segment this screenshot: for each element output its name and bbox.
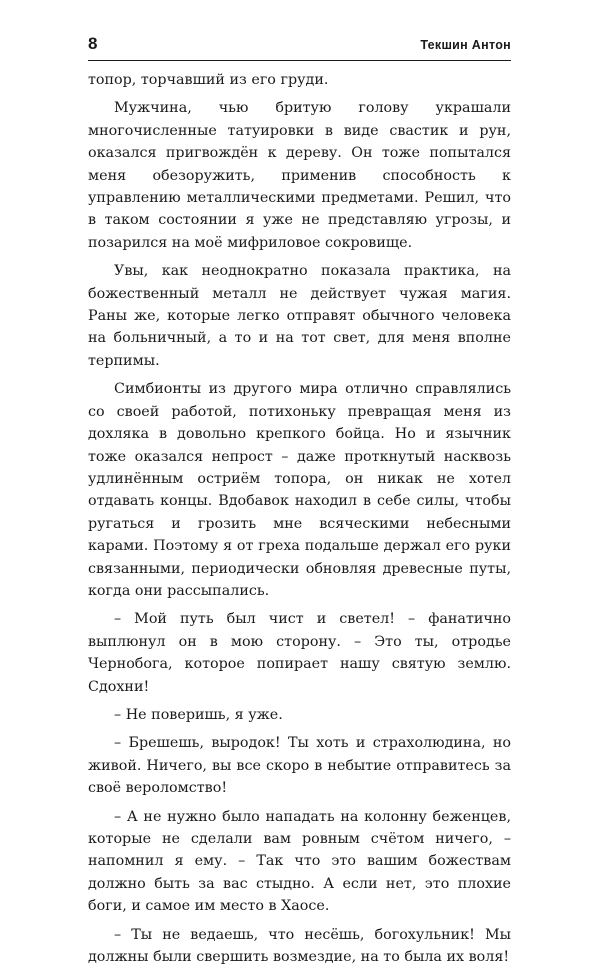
paragraph: Мужчина, чью бритую голову украшали многочисленные татуировки в виде свастик и рун, оказался пригвождён к дереву. Он тоже попытался меня обезоружить, применив способность к управлению металлическими предметами. Решил, что в таком состоянии я уже не представляю угрозы, и позарился на моё мифриловое сокровище.: [88, 100, 511, 251]
paragraph: – Не поверишь, я уже.: [114, 706, 283, 723]
body-text: [88, 69, 511, 968]
page-header: [88, 30, 511, 60]
running-head-author: Текшин Антон: [420, 38, 511, 52]
paragraph: топор, торчавший из его груди.: [88, 72, 329, 88]
paragraph: Увы, как неоднократно показала практика, на божественный металл не действует чужая магия. Раны же, которые легко отправят обычного человека на больничный, а то и на тот свет, для меня вполне терпимы.: [88, 263, 511, 369]
header-rule: [88, 60, 511, 61]
paragraph: – А не нужно было нападать на колонну беженцев, которые не сделали вам ровным счётом ничего, – напомнил я ему. – Так что это вашим божествам должно быть за вас стыдно. А если нет, это плохие боги, и самое им место в Хаосе.: [88, 808, 511, 915]
paragraph: – Ты не ведаешь, что несёшь, богохульник! Мы должны были свершить возмездие, на то была их воля!: [88, 926, 511, 966]
paragraph: – Брешешь, выродок! Ты хоть и страхолюдина, но живой. Ничего, вы все скоро в небытие отправитесь за своё вероломство!: [88, 735, 511, 797]
book-page: [88, 30, 511, 974]
page-number: 8: [88, 34, 98, 53]
paragraph: Симбионты из другого мира отлично справлялись со своей работой, потихоньку превращая меня из дохляка в довольно крепкого бойца. Но и язычник тоже оказался непрост – даже проткнутый насквозь удлинённым остриём топора, он никак не хотел отдавать концы. Вдобавок находил в себе силы, чтобы ругаться и грозить мне всяческими небесными карами. Поэтому я от греха подальше держал его руки связанными, периодически обновляя древесные путы, когда они рассыпались.: [88, 381, 511, 599]
paragraph: – Мой путь был чист и светел! – фанатично выплюнул он в мою сторону. – Это ты, отродье Чернобога, которое попирает нашу святую землю. Сдохни!: [88, 611, 511, 695]
